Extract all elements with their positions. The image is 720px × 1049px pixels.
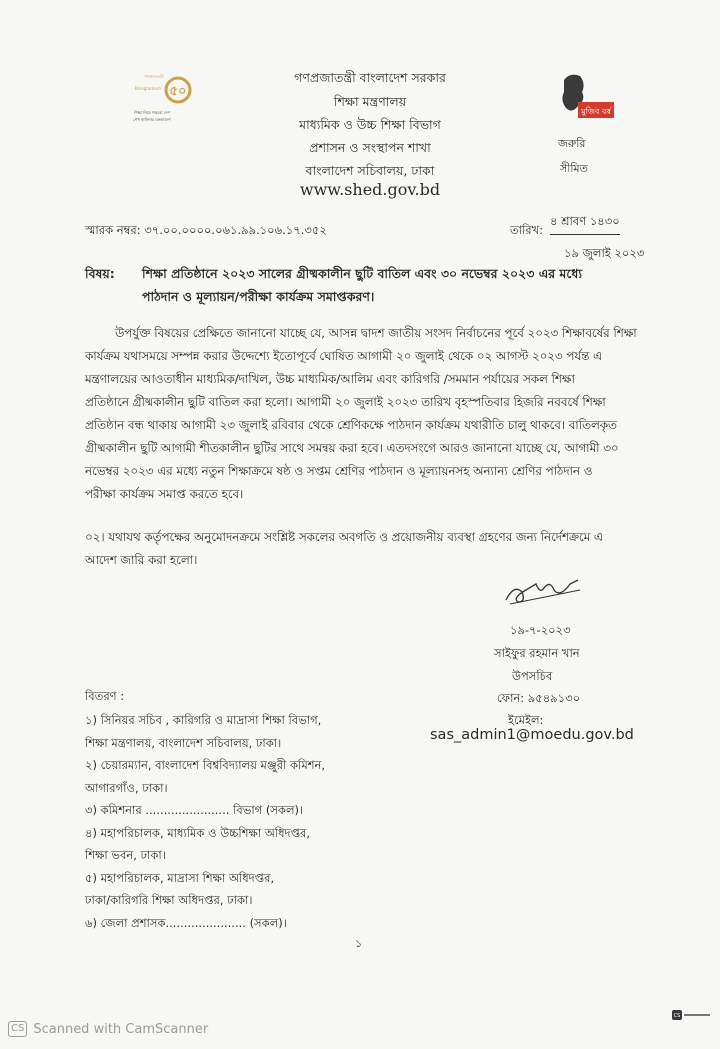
camscanner-icon: CS	[8, 1021, 27, 1037]
logo-text-4: শেখ হাসিনার বাংলাদেশ	[133, 117, 171, 122]
distribution-item: ৩) কমিশনার ....................... বিভাগ (সকল)।	[85, 803, 304, 817]
memo-number-row	[85, 222, 327, 241]
distribution-list	[85, 709, 425, 934]
memo-label: স্মারক নম্বর:	[85, 223, 141, 237]
para1-line: মন্ত্রণালয়ের আওতাধীন মাধ্যমিক/দাখিল, উচ্চ মাধ্যমিক/আলিম এবং কারিগরি /সমমান পর্যায়ের সকল শিক্ষা	[85, 372, 575, 386]
memo-number: ৩৭.০০.০০০০.০৬১.৯৯.১০৬.১৭.৩৫২	[144, 223, 327, 237]
para1-line: গ্রীষ্মকালীন ছুটি আগামী শীতকালীন ছুটির সাথে সমন্বয় করা হবে। এতদসংগে আরও জানানো যাচ্ছে যে, আগামী ৩০	[85, 441, 619, 455]
para1-line: পরীক্ষা কার্যক্রম সমাপ্ত করতে হবে।	[85, 487, 244, 501]
logo-text-3: শিক্ষা নিয়ে গড়বো দেশ	[134, 110, 170, 115]
distribution-item: শিক্ষা ভবন, ঢাকা।	[85, 848, 166, 862]
distribution-heading: বিতরণ :	[85, 689, 125, 703]
body-paragraph-2	[85, 526, 645, 572]
subject-line-1: শিক্ষা প্রতিষ্ঠানে ২০২৩ সালের গ্রীষ্মকালীন ছুটি বাতিল এবং ৩০ নভেম্বর ২০২৩ এর মধ্যে	[142, 266, 583, 281]
logo-right-label: মুজিব বর্ষ	[581, 107, 611, 116]
header-govt: গণপ্রজাতন্ত্রী বাংলাদেশ সরকার	[294, 70, 446, 85]
camscanner-watermark	[8, 1021, 208, 1037]
subject-line-2: পাঠদান ও মূল্যায়ন/পরীক্ষা কার্যক্রম সমাপ্তকরণ।	[142, 289, 375, 304]
email-label: ইমেইল:	[508, 713, 544, 727]
mujib-borsho-logo	[556, 70, 616, 130]
signatory-name: সাইফুর রহমান খান	[494, 646, 580, 660]
distribution-item: ১) সিনিয়র সচিব , কারিগরি ও মাদ্রাসা শিক্ষা বিভাগ,	[85, 713, 322, 727]
para1-line: কার্যক্রম যথাসময়ে সম্পন্ন করার উদ্দেশ্যে ইতোপূর্বে ঘোষিত আগামী ২০ জুলাই থেকে ০২ আগস্ট ২০২৩ পর্যন্ত এ	[85, 349, 602, 363]
para2-line: ০২। যথাযথ কর্তৃপক্ষের অনুমোদনক্রমে সংশ্লিষ্ট সকলের অবগতি ও প্রয়োজনীয় ব্যবস্থা গ্রহণের জন্য নির্দেশক্রমে এ	[85, 530, 603, 544]
distribution-item: শিক্ষা মন্ত্রণালয়, বাংলাদেশ সচিবালয়, ঢাকা।	[85, 735, 282, 750]
limited-label: সীমিত	[560, 162, 588, 175]
page-number: ১	[355, 937, 363, 950]
svg-text:৫০: ৫০	[169, 84, 187, 99]
watermark-text: Scanned with CamScanner	[33, 1021, 209, 1037]
date-label: তারিখ:	[510, 223, 544, 237]
header-website[interactable]: www.shed.gov.bd	[299, 180, 441, 199]
signature-date: ১৯-৭-২০২৩	[510, 623, 571, 637]
date-bangla: ৪ শ্রাবণ ১৪৩০	[550, 213, 620, 235]
para1-line: নভেম্বর ২০২৩ এর মধ্যে নতুন শিক্ষাক্রমে ষষ্ঠ ও সপ্তম শ্রেণির পাঠদান ও মূল্যায়নসহ অন্যান্য শ্রেণির পাঠদান ও	[85, 464, 593, 478]
para1-line: প্রতিষ্ঠানে গ্রীষ্মকালীন ছুটি বাতিল করা হলো। আগামী ২০ জুলাই ২০২৩ তারিখ বৃহস্পতিবার হিজরি নববর্ষে শিক্ষা	[85, 395, 606, 409]
signatory-title: উপসচিব	[512, 669, 553, 683]
urgent-label: জরুরি	[558, 137, 586, 150]
golden-jubilee-logo	[112, 70, 202, 126]
handwritten-signature	[500, 572, 590, 612]
distribution-item: ৬) জেলা প্রশাসক...................... (সকল)।	[85, 915, 287, 930]
header-ministry: শিক্ষা মন্ত্রণালয়	[333, 94, 407, 109]
signatory-phone: ফোন: ৯৫৪৯১৩০	[497, 691, 581, 705]
header-location: বাংলাদেশ সচিবালয়, ঢাকা	[305, 163, 435, 178]
header-branch: প্রশাসন ও সংস্থাপন শাখা	[309, 140, 431, 155]
para1-line: প্রতিষ্ঠান বন্ধ থাকায় আগামী ২৩ জুলাই রবিবার থেকে শ্রেণিকক্ষে পাঠদান কার্যক্রম যথারীতি চালু থাকবে। বাতিলকৃত	[85, 418, 617, 432]
signatory-email[interactable]: sas_admin1@moedu.gov.bd	[430, 727, 634, 743]
svg-text:CS: CS	[673, 1013, 681, 1019]
date-english: ১৯ জুলাই ২০২৩	[564, 246, 645, 260]
subject-label: বিষয়:	[85, 266, 115, 281]
distribution-item: ঢাকা/কারিগরি শিক্ষা অধিদপ্তর, ঢাকা।	[85, 893, 253, 907]
camscanner-badge-small	[672, 1005, 712, 1019]
para1-line: উপর্যুক্ত বিষয়ের প্রেক্ষিতে জানানো যাচ্ছে যে, আসন্ন দ্বাদশ জাতীয় সংসদ নির্বাচনের পূর্বে ২০২৩ শিক্ষাবর্ষের শিক্ষা	[115, 326, 637, 340]
distribution-item: আগারগাঁও, ঢাকা।	[85, 780, 168, 795]
logo-text-2: Bangladesh	[134, 87, 162, 92]
logo-text-1: গণপ্রজাতন্ত্রী	[144, 74, 164, 79]
distribution-item: ৪) মহাপরিচালক, মাধ্যমিক ও উচ্চশিক্ষা অধিদপ্তর,	[85, 825, 311, 840]
body-paragraph-1	[85, 322, 645, 506]
distribution-item: ৫) মহাপরিচালক, মাদ্রাসা শিক্ষা অধিদপ্তর,	[85, 870, 275, 885]
distribution-item: ২) চেয়ারম্যান, বাংলাদেশ বিশ্ববিদ্যালয় মঞ্জুরী কমিশন,	[85, 758, 326, 772]
para2-line: আদেশ জারি করা হলো।	[85, 553, 198, 567]
header-division: মাধ্যমিক ও উচ্চ শিক্ষা বিভাগ	[299, 117, 441, 132]
